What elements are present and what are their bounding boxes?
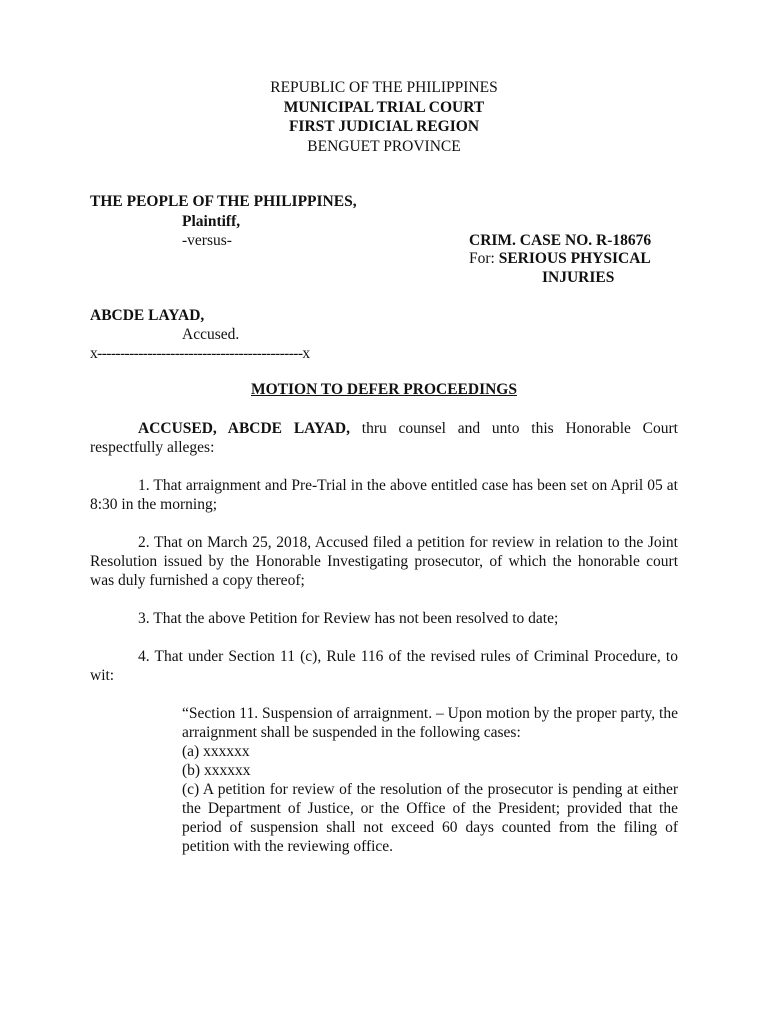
intro-bold: ACCUSED, ABCDE LAYAD, xyxy=(138,420,350,437)
paragraph-4: 4. That under Section 11 (c), Rule 116 of the revised rules of Criminal Procedure, to wit: xyxy=(90,648,678,684)
plaintiff-name-line xyxy=(90,192,357,211)
quote-item-c: (c) A petition for review of the resolution of the prosecutor is pending at either the Department of Justice, or the Office of the President; provided that the period of suspension shall not exceed 60 days counted from the filing of petition with the reviewing office. xyxy=(182,781,678,855)
quote-section-11: “Section 11. Suspension of arraignment. – Upon motion by the proper party, the arraignment shall be suspended in the following cases: xyxy=(182,705,678,741)
paragraph-1: 1. That arraignment and Pre-Trial in the above entitled case has been set on April 05 at 8:30 in the morning; xyxy=(90,477,678,513)
offense-line-1 xyxy=(469,249,651,268)
case-number: CRIM. CASE NO. R-18676 xyxy=(469,232,652,249)
intro-paragraph xyxy=(90,419,678,457)
accused-comma: , xyxy=(200,307,205,324)
accused-name: ABCDE LAYAD xyxy=(90,307,201,324)
quoted-rule xyxy=(182,704,678,856)
plaintiff-name: THE PEOPLE OF THE PHILIPPINES xyxy=(90,193,353,210)
paragraph-2: 2. That on March 25, 2018, Accused filed a petition for review in relation to the Joint Resolution issued by the Honorable Investigating prosecutor, of which the honorable court was duly furnished a copy thereof; xyxy=(90,534,678,589)
paragraph-3: 3. That the above Petition for Review has not been resolved to date; xyxy=(138,610,559,627)
offense-line-2: INJURIES xyxy=(542,269,615,286)
header-region: FIRST JUDICIAL REGION xyxy=(288,118,480,135)
header-republic: REPUBLIC OF THE PHILIPPINES xyxy=(270,79,498,96)
court-header xyxy=(0,78,768,156)
accused-name-line xyxy=(90,306,204,325)
motion-title: MOTION TO DEFER PROCEEDINGS xyxy=(251,381,517,398)
quote-item-b: (b) xxxxxx xyxy=(182,762,251,779)
accused-role: Accused. xyxy=(182,326,240,343)
plaintiff-comma: , xyxy=(352,193,357,210)
intro-rest: thru counsel and unto this Honorable Court respectfully alleges: xyxy=(90,420,678,456)
plaintiff-role: Plaintiff, xyxy=(182,213,241,230)
offense-text-1: SERIOUS PHYSICAL xyxy=(498,250,651,267)
header-province: BENGUET PROVINCE xyxy=(307,137,461,155)
header-court: MUNICIPAL TRIAL COURT xyxy=(283,98,485,116)
versus-label: -versus- xyxy=(182,232,232,249)
quote-item-a: (a) xxxxxx xyxy=(182,743,250,760)
caption-separator: x---------------------------------------------x xyxy=(90,345,310,362)
for-label: For: xyxy=(469,250,499,267)
